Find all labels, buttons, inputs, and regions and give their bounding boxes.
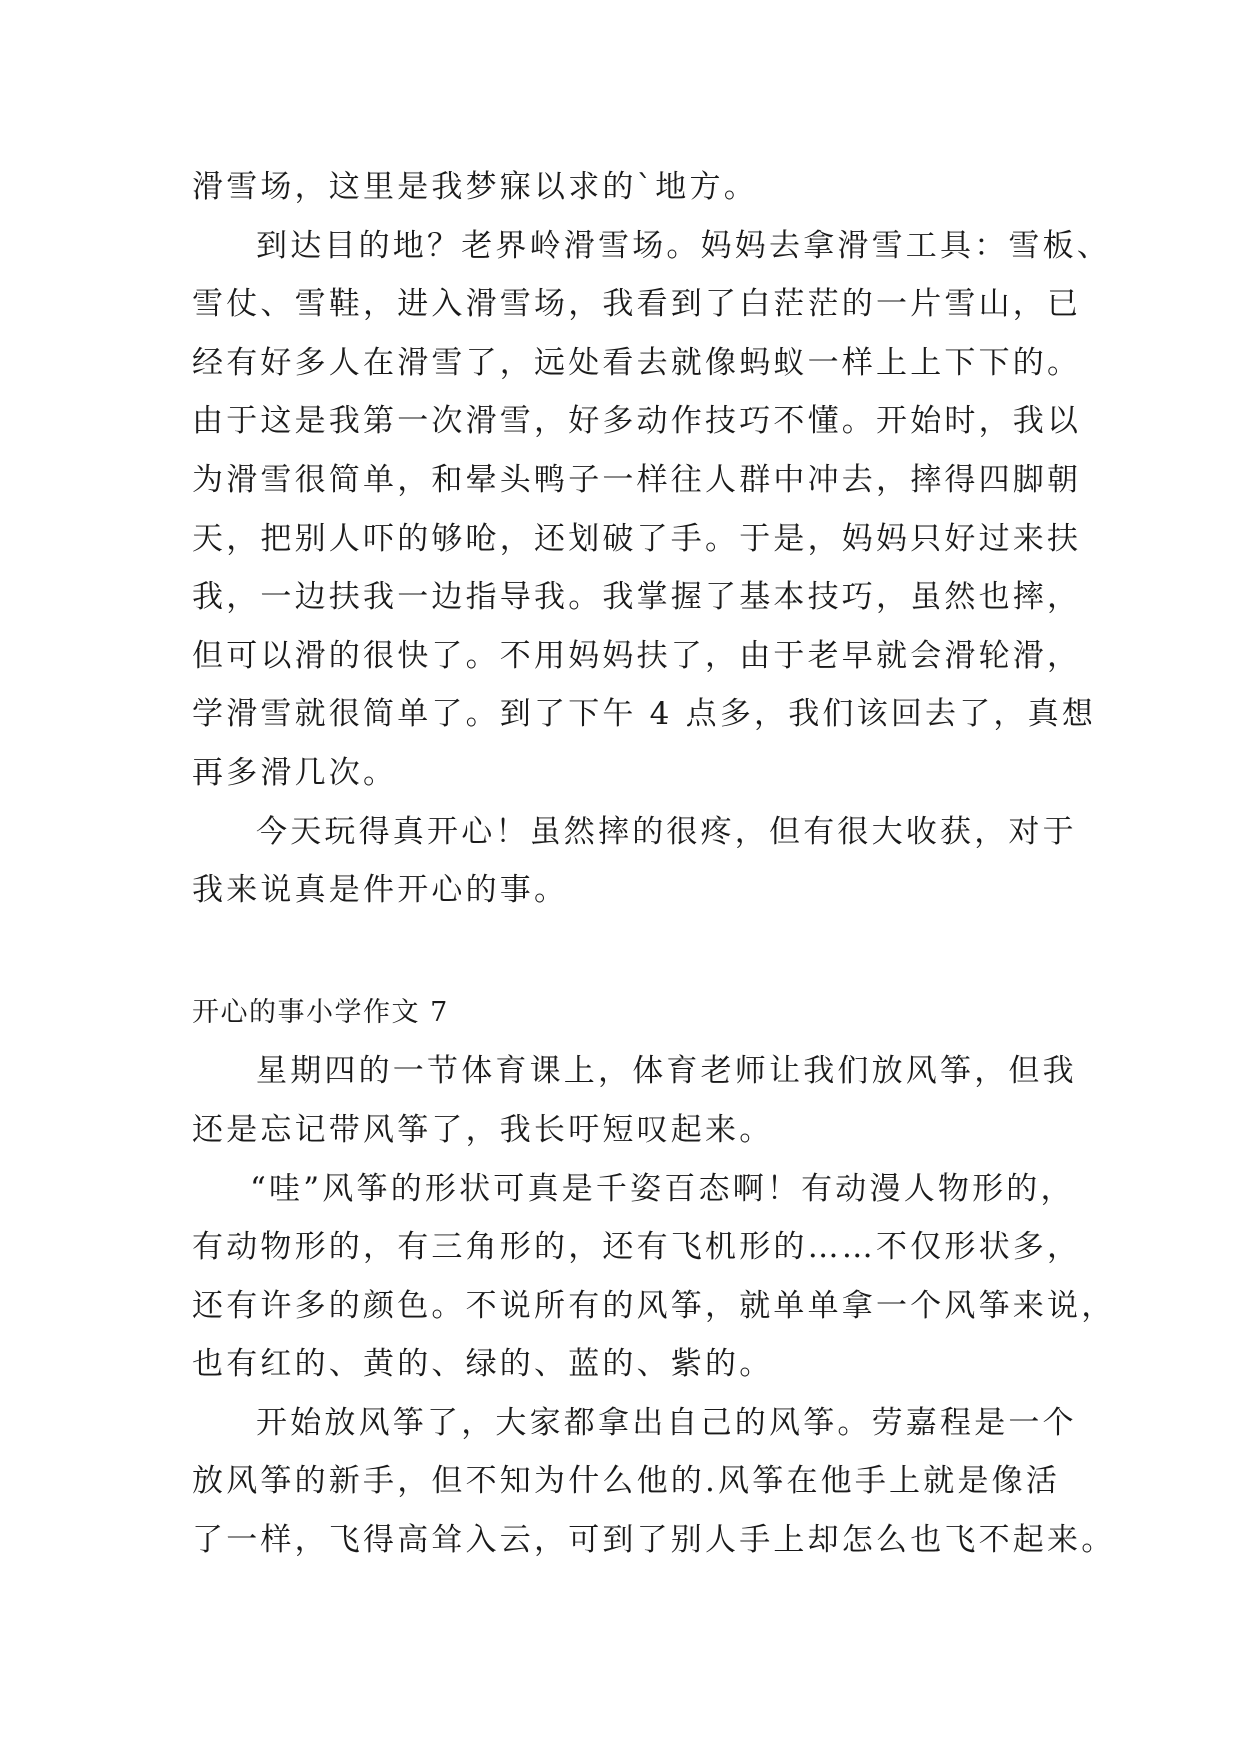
section-gap [192,920,1052,984]
paragraph-line: 也有红的、黄的、绿的、蓝的、紫的。 [192,1346,774,1383]
paragraph-line: 还是忘记带风筝了，我长吁短叹起来。 [192,1111,774,1148]
paragraph-line: 星期四的一节体育课上，体育老师让我们放风筝，但我 [256,1053,1077,1090]
paragraph-line: 我，一边扶我一边指导我。我掌握了基本技巧，虽然也摔， [192,579,1082,616]
paragraph-line: 滑雪场，这里是我梦寐以求的`地方。 [192,169,758,205]
paragraph-line: 有动物形的，有三角形的，还有飞机形的……不仅形状多， [192,1229,1082,1266]
paragraph-ski-arrival [192,217,1111,803]
paragraph-kite-intro [192,1042,1077,1159]
paragraph-line: 我来说真是件开心的事。 [192,872,569,909]
paragraph-line: 还有许多的颜色。不说所有的风筝，就单单拿一个风筝来说， [192,1287,1116,1324]
paragraph-line: 为滑雪很简单，和晕头鸭子一样往人群中冲去，摔得四脚朝 [192,461,1082,498]
essay-heading: 开心的事小学作文 7 [192,996,449,1028]
paragraph-line: 放风筝的新手，但不知为什么他的.风筝在他手上就是像活 [192,1463,1061,1500]
paragraph-line: 但可以滑的很快了。不用妈妈扶了，由于老早就会滑轮滑， [192,637,1082,674]
paragraph-line: 经有好多人在滑雪了，远处看去就像蚂蚁一样上上下下的。 [192,344,1082,381]
paragraph-line: 今天玩得真开心！虽然摔的很疼，但有很大收获，对于 [256,813,1077,850]
paragraph-line: “哇”风筝的形状可真是千姿百态啊！有动漫人物形的， [250,1170,1075,1207]
paragraph-line: 到达目的地？老界岭滑雪场。妈妈去拿滑雪工具：雪板、 [256,227,1111,264]
paragraph-line: 开始放风筝了，大家都拿出自己的风筝。劳嘉程是一个 [256,1404,1077,1441]
paragraph-kite-flying [192,1394,1116,1570]
document-page [192,158,1116,1570]
paragraph-line: 学滑雪就很简单了。到了下午 4 点多，我们该回去了，真想 [192,696,1097,733]
paragraph-line: 由于这是我第一次滑雪，好多动作技巧不懂。开始时，我以 [192,403,1082,440]
paragraph-ski-conclusion [192,803,1077,920]
paragraph-line: 雪仗、雪鞋，进入滑雪场，我看到了白茫茫的一片雪山，已 [192,286,1082,323]
paragraph-kite-shapes [192,1160,1116,1394]
paragraph-line: 了一样，飞得高耸入云，可到了别人手上却怎么也飞不起来。 [192,1522,1116,1559]
paragraph-line: 天，把别人吓的够呛，还划破了手。于是，妈妈只好过来扶 [192,520,1082,557]
paragraph-line: 再多滑几次。 [192,754,398,791]
